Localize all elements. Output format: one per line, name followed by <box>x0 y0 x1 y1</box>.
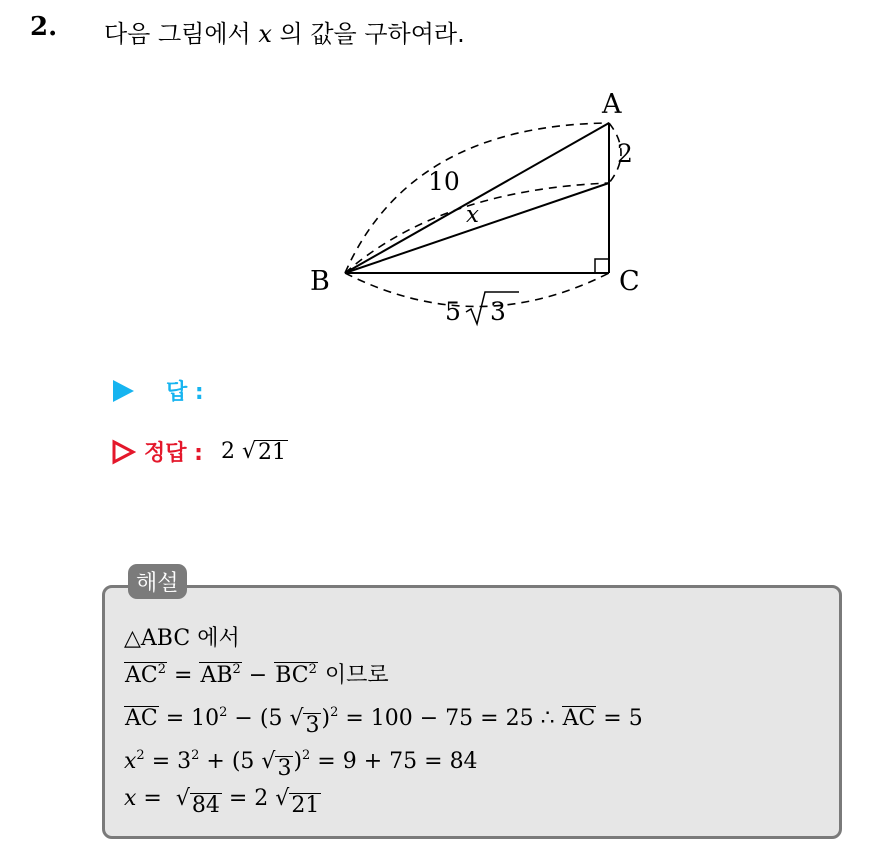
label-bc-coef: 5 <box>445 297 461 326</box>
dashed-arc-bc <box>345 273 609 307</box>
segment-bd <box>345 183 609 273</box>
correct-answer-radicand: 21 <box>258 439 286 465</box>
question-text-after: 의 값을 구하여라. <box>271 20 465 48</box>
correct-answer-radical: √ 21 <box>241 439 286 465</box>
equals-sign: = <box>167 663 200 688</box>
segment-ac-squared: $AC^2$ <box>125 662 167 688</box>
question-number: 2. <box>30 12 58 42</box>
label-b: B <box>310 266 330 297</box>
answer-row <box>110 375 204 406</box>
label-a: A <box>602 89 622 120</box>
correct-answer-value <box>221 439 288 464</box>
label-c: C <box>619 266 640 297</box>
solution-line-5: x = √ 84 = 2 √ 21 <box>124 780 643 817</box>
correct-answer-label: 정답 : <box>144 441 203 466</box>
radical-84: √ 84 <box>175 786 220 818</box>
solution-line-2 <box>124 657 643 694</box>
segment-ac-result: AC <box>562 706 596 731</box>
question-text <box>104 14 465 49</box>
correct-answer-coef: 2 <box>220 439 235 464</box>
segment-ac: AC <box>125 706 158 731</box>
right-angle-mark <box>595 259 609 273</box>
label-ad-length: 2 <box>617 139 633 168</box>
triangle-figure <box>295 80 675 340</box>
solution-line-1 <box>124 620 643 657</box>
filled-triangle-icon <box>110 378 136 404</box>
solution-line-4: $x^2 = 3^2 + (5$ √ 3 )$^2$ = 9 + 75 = 84 <box>124 737 643 780</box>
outline-triangle-icon <box>110 439 136 465</box>
solution-tab: 해설 <box>128 564 187 599</box>
label-bc-radicand: 3 <box>490 297 506 326</box>
solution-line-2-text: 이므로 <box>317 663 389 688</box>
label-bd-length: x <box>466 202 479 228</box>
correct-answer-row <box>110 436 288 467</box>
question-text-before: 다음 그림에서 <box>104 20 259 48</box>
solution-line-1-text: 에서 <box>190 626 240 651</box>
answer-label: 답 : <box>166 380 204 405</box>
radical-3: √ 3 <box>289 706 320 738</box>
solution-content <box>124 620 643 817</box>
minus-sign: − <box>241 663 275 688</box>
solution-line-3: AC = $10^2 - (5$ √ 3 )$^2$ = 100 − 75 = 25 ∴ AC = 5 <box>124 694 643 737</box>
question-variable: x <box>258 20 272 48</box>
label-ab-length: 10 <box>428 167 460 196</box>
radical-3-line-4: √ 3 <box>261 749 292 781</box>
solution-triangle-abc: △ABC <box>124 626 191 651</box>
segment-ab-squared: $AB^2$ <box>200 662 241 688</box>
segment-bc-squared: $BC^2$ <box>275 662 317 688</box>
radical-21: √ 21 <box>275 786 320 818</box>
